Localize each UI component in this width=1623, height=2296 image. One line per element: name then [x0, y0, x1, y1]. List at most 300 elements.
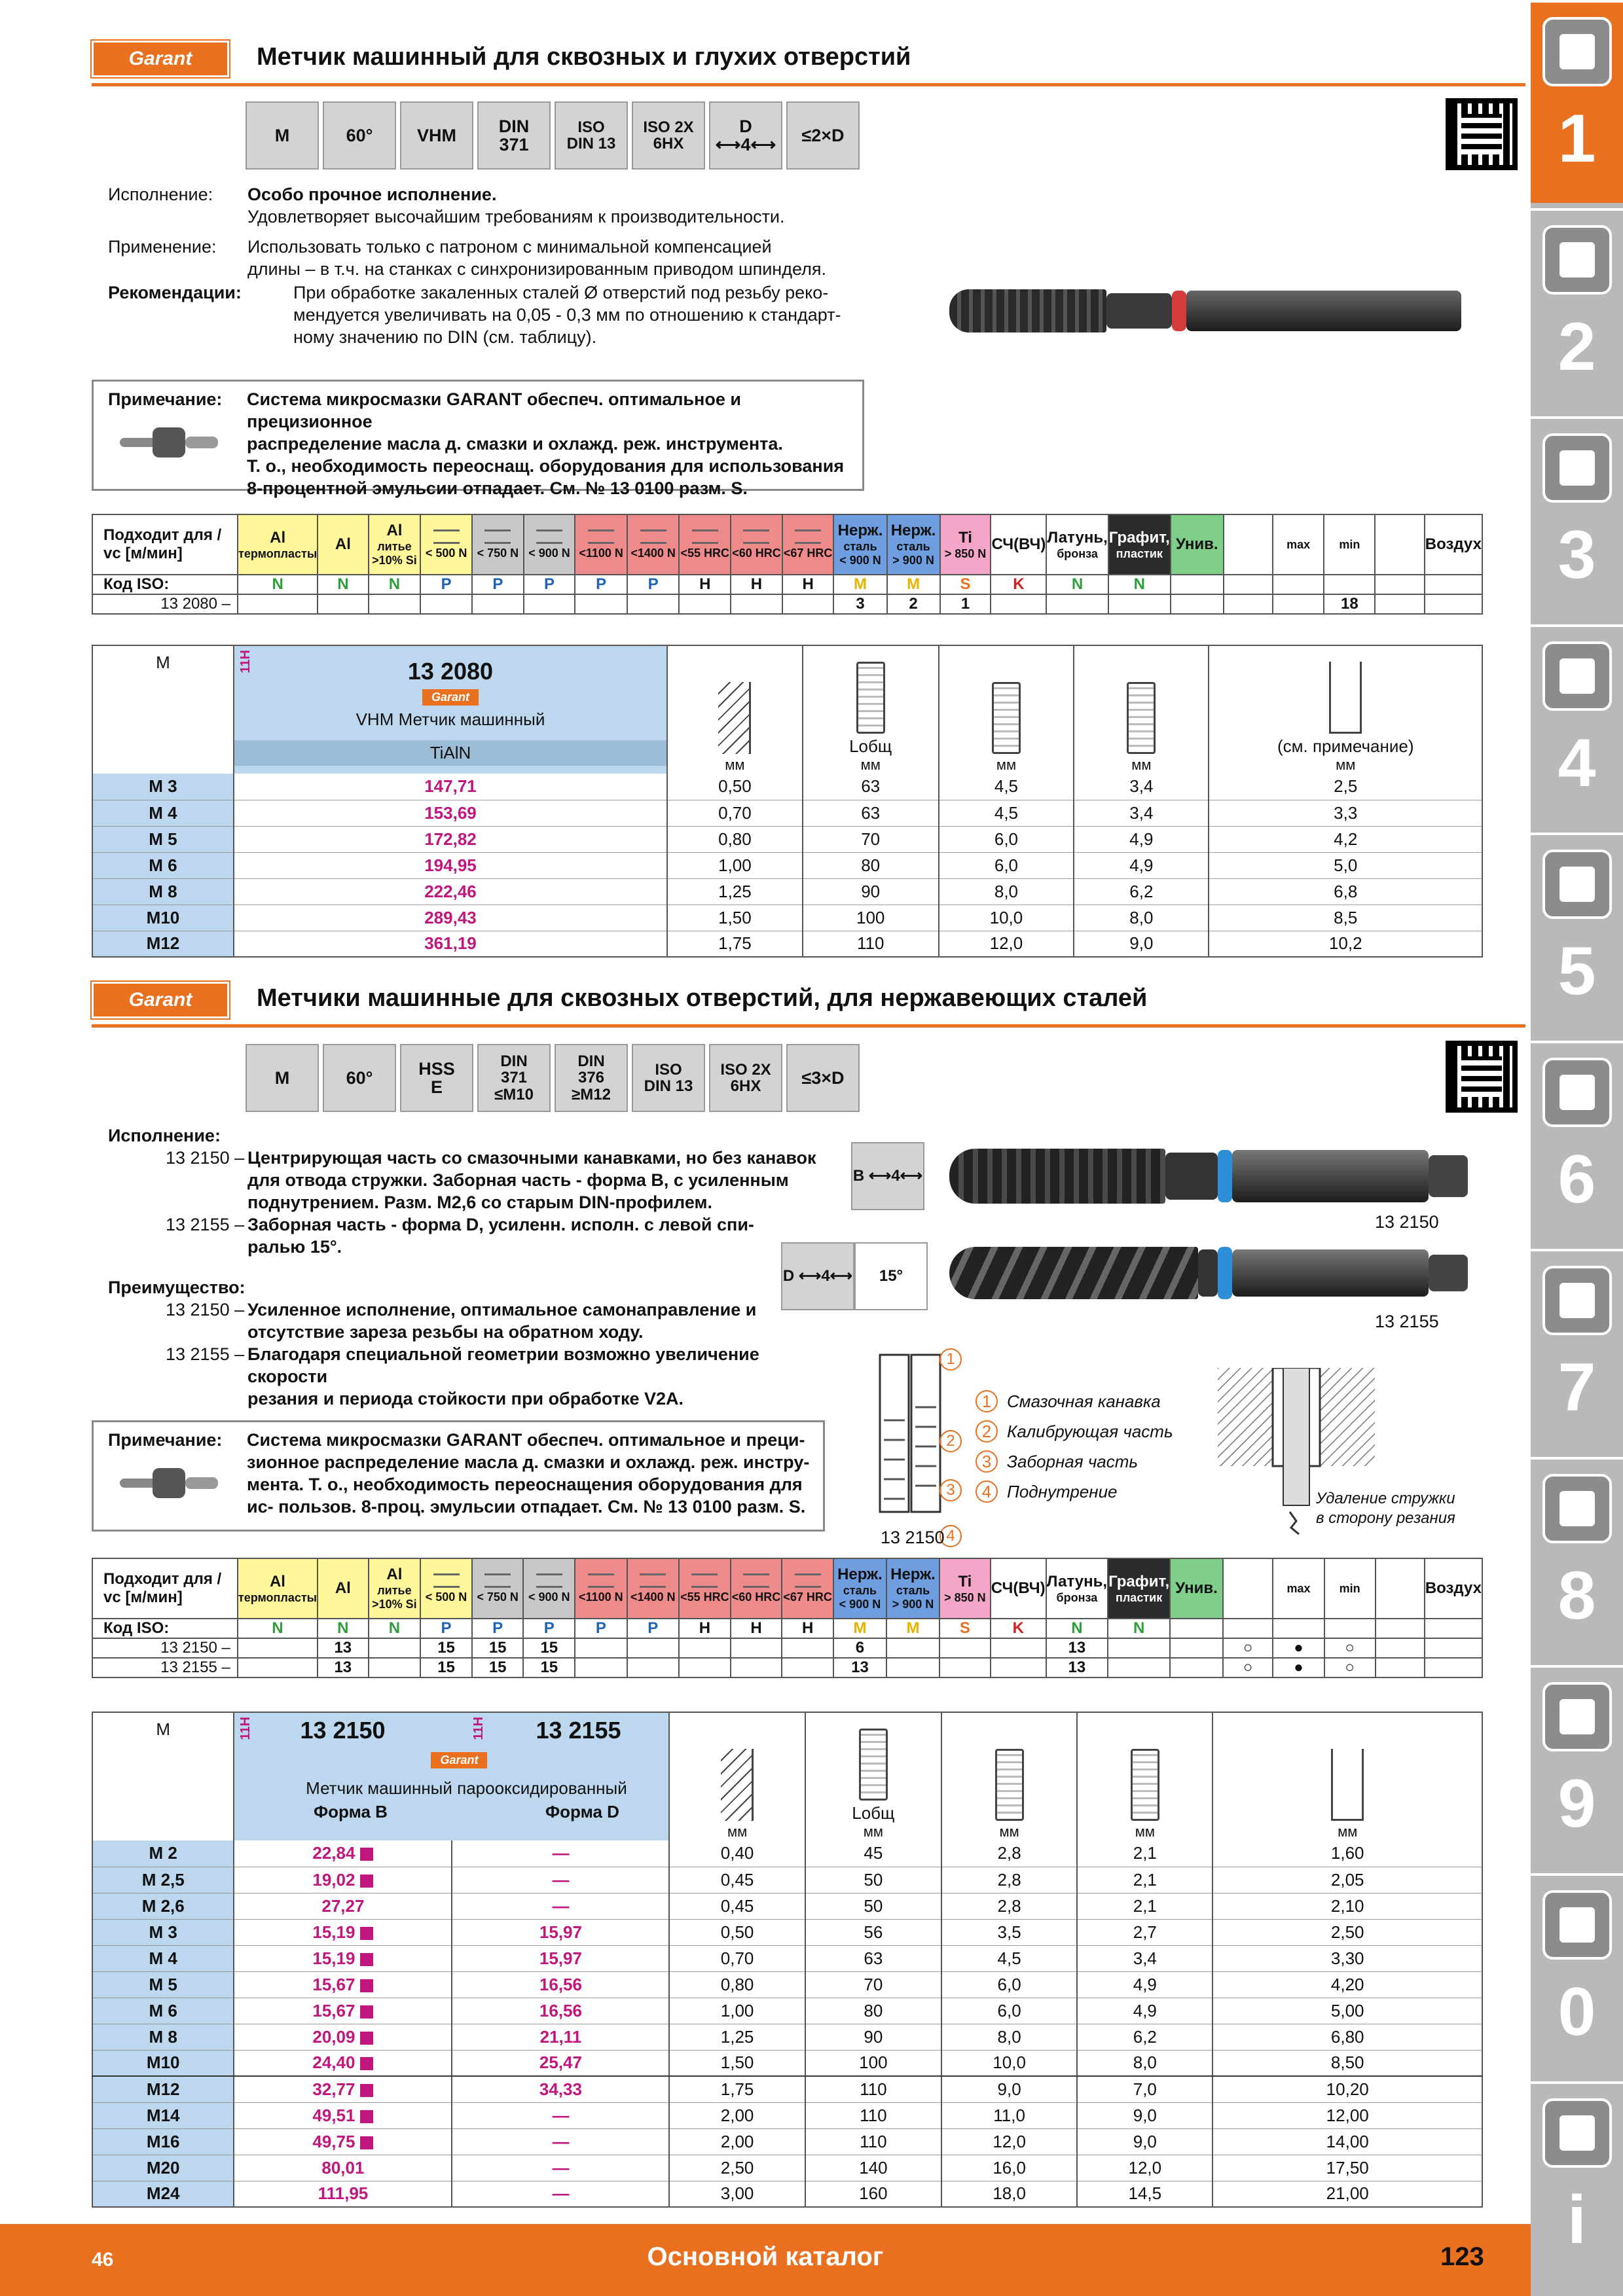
iso-code: N — [238, 1619, 318, 1638]
price-form-b — [234, 1867, 452, 1893]
chapter-tab-number: 3 — [1558, 517, 1596, 593]
matrix-cell — [369, 594, 421, 614]
material-column — [1324, 514, 1375, 575]
stock-marker — [360, 1953, 373, 1966]
material-column — [833, 514, 886, 575]
thread-size: M 4 — [92, 800, 234, 826]
matrix-title-cell: Подходит для / vc [м/мин] — [92, 1558, 238, 1619]
material-subtext: <1400 N — [630, 546, 676, 560]
iso-code — [1376, 1619, 1425, 1638]
dimension-p: 0,45 — [669, 1867, 805, 1893]
qr-code[interactable] — [1446, 98, 1518, 170]
dimension-h: 2,05 — [1213, 1867, 1482, 1893]
material-subtext: < 900 N — [528, 1590, 570, 1604]
price: 194,95 — [234, 852, 667, 878]
material-column — [1223, 1558, 1273, 1619]
dimension-p: 0,70 — [669, 1945, 805, 1971]
text-line: Система микросмазки GARANT обеспеч. оптимальное и прецизионное — [247, 389, 741, 431]
matrix-cell — [1375, 594, 1424, 614]
qr-code-2[interactable] — [1446, 1041, 1518, 1113]
iso-code: N — [318, 1619, 369, 1638]
price-form-d: — — [452, 1867, 669, 1893]
dimension-s: 4,9 — [1077, 1998, 1213, 2024]
price-form-d: — — [452, 2102, 669, 2128]
matrix-cell — [886, 1638, 939, 1658]
table-header — [92, 1712, 1482, 1840]
dimension-l: 90 — [805, 2024, 941, 2050]
dimension-d: 8,0 — [939, 878, 1074, 905]
stock-marker — [360, 2057, 373, 2070]
material-column — [1324, 1558, 1376, 1619]
dimension-h: 17,50 — [1213, 2155, 1482, 2181]
table-row — [92, 931, 1482, 957]
product-header — [234, 1712, 669, 1840]
dimension-d: 12,0 — [941, 2128, 1077, 2155]
advantage-label: Преимущество: — [108, 1278, 246, 1297]
section1-title: Метчик машинный для сквозных и глухих отверстий — [257, 43, 911, 71]
iso-label: Код ISO: — [92, 1619, 238, 1638]
text-line: Удовлетворяет высочайшим требованиям к производительности. — [247, 207, 785, 226]
dimension-l: 110 — [805, 2102, 941, 2128]
section1-note — [92, 380, 864, 498]
spec-symbol: DIN 376 ≥M12 — [555, 1044, 628, 1112]
matrix-cell: 15 — [420, 1658, 472, 1677]
matrix-cell — [1425, 1638, 1482, 1658]
iso-code: H — [731, 575, 782, 594]
material-name: Унив. — [1175, 535, 1218, 553]
matrix-cell — [238, 594, 318, 614]
material-name: Ti — [958, 1572, 972, 1590]
dimension-d: 18,0 — [941, 2181, 1077, 2207]
price-form-d: — — [452, 2128, 669, 2155]
chapter-tab-0[interactable] — [1531, 1873, 1623, 2076]
matrix-cell — [939, 1658, 991, 1677]
total-length-label: Lобщ — [849, 736, 892, 756]
steel-icon — [433, 529, 460, 544]
material-column — [679, 1558, 731, 1619]
page-number-right: 123 — [1440, 2242, 1484, 2271]
matrix-title-cell: Подходит для / vc [м/мин] — [92, 514, 238, 575]
dimension-p: 2,00 — [669, 2102, 805, 2128]
dimension-diagram-shank — [939, 645, 1074, 774]
matrix-header-row — [92, 1558, 1482, 1619]
table-row — [92, 2102, 1482, 2128]
table-row — [92, 774, 1482, 800]
material-column — [627, 1558, 680, 1619]
material-column — [1375, 514, 1424, 575]
material-name: Al — [269, 1572, 285, 1590]
iso-code: H — [782, 1619, 833, 1638]
price: 222,46 — [234, 878, 667, 905]
dimension-h: 14,00 — [1213, 2128, 1482, 2155]
dimension-h: 4,2 — [1209, 826, 1482, 852]
price-value: 27,27 — [321, 1895, 365, 1916]
steel-icon — [588, 1573, 614, 1588]
footer — [0, 2224, 1531, 2296]
dimension-p: 0,80 — [667, 826, 803, 852]
legend-item — [976, 1446, 1237, 1477]
note-label: Примечание: — [108, 389, 223, 409]
matrix-cell — [369, 1638, 421, 1658]
thread-size: M10 — [92, 905, 234, 931]
dimension-hole-icon — [1331, 1749, 1364, 1821]
dimension-d: 4,5 — [939, 800, 1074, 826]
dimension-shank-icon — [995, 1749, 1024, 1821]
legend-number: 2 — [976, 1420, 998, 1443]
matrix-cell — [1108, 594, 1171, 614]
chapter-tab-3[interactable] — [1531, 416, 1623, 619]
matrix-cell: 2 — [887, 594, 940, 614]
dimension-s: 4,9 — [1074, 852, 1209, 878]
chip-removal-text — [1316, 1489, 1455, 1528]
price-form-b — [234, 1840, 452, 1867]
matrix-cell: 13 — [1046, 1638, 1108, 1658]
dimension-p: 2,50 — [669, 2155, 805, 2181]
price-form-d: 34,33 — [452, 2076, 669, 2102]
material-subtext: <67 HRC — [783, 546, 833, 560]
chapter-tab-1[interactable] — [1531, 0, 1623, 203]
dimension-d: 6,0 — [939, 826, 1074, 852]
spec-symbol: ISO 2X 6HX — [632, 101, 705, 170]
matrix-cell: 3 — [833, 594, 886, 614]
text-line: 8-процентной эмульсии отпадает. См. № 13 0100 разм. S. — [247, 478, 748, 498]
legend-item — [976, 1416, 1237, 1446]
price-form-d: 21,11 — [452, 2024, 669, 2050]
text-line: Использовать только с патроном с минимальной компенсацией — [247, 237, 772, 257]
iso-code: K — [991, 575, 1046, 594]
chapter-tab-8[interactable] — [1531, 1457, 1623, 1660]
iso-code: P — [575, 575, 627, 594]
dimension-p: 0,80 — [669, 1971, 805, 1998]
dimension-s: 4,9 — [1077, 1971, 1213, 1998]
price-form-d: 16,56 — [452, 1998, 669, 2024]
table-row — [92, 905, 1482, 931]
material-column — [318, 1558, 369, 1619]
product-description: Метчик машинный парооксидированный — [306, 1778, 627, 1798]
material-name: СЧ(ВЧ) — [991, 1579, 1046, 1597]
matrix-cell — [991, 1658, 1046, 1677]
matrix-row-code: 13 2080 – — [92, 594, 238, 614]
price: 289,43 — [234, 905, 667, 931]
chapter-tab-number: 9 — [1558, 1766, 1596, 1842]
steel-icon — [640, 529, 666, 544]
material-column — [1170, 1558, 1223, 1619]
table-row — [92, 2128, 1482, 2155]
matrix-cell: 15 — [472, 1658, 524, 1677]
text-line: резания и периода стойкости при обработке V2A. — [247, 1389, 684, 1408]
matrix-cell — [369, 1658, 421, 1677]
matrix-cell: 13 — [833, 1658, 886, 1677]
stock-marker — [360, 1979, 373, 1992]
stock-marker — [360, 1927, 373, 1940]
steel-icon — [640, 1573, 666, 1588]
material-column — [679, 514, 731, 575]
execution-label-2: Исполнение: — [108, 1126, 221, 1145]
iso-code: P — [524, 575, 575, 594]
thread-size: M 3 — [92, 1919, 234, 1945]
diagram-marker: 3 — [939, 1479, 962, 1501]
matrix-cell — [1170, 1658, 1223, 1677]
matrix-row — [92, 1638, 1482, 1658]
text-line: ному значению по DIN (см. таблицу). — [293, 327, 597, 347]
iso-code: S — [939, 1619, 991, 1638]
material-column — [1108, 514, 1171, 575]
material-subtext: <60 HRC — [731, 1590, 781, 1604]
matrix-cell — [679, 1638, 731, 1658]
dimension-h: 10,2 — [1209, 931, 1482, 957]
material-column — [238, 514, 318, 575]
price-value: 49,75 — [312, 2131, 356, 2151]
chapter-2-icon — [1542, 225, 1612, 295]
iso-code: S — [940, 575, 991, 594]
material-name: Ti — [958, 528, 972, 547]
dimension-l: 140 — [805, 2155, 941, 2181]
unit-label: мм — [1336, 757, 1356, 773]
spec-symbol: ISO DIN 13 — [555, 101, 628, 170]
stock-marker — [360, 2084, 373, 2097]
dimension-l: 100 — [803, 905, 939, 931]
material-subtext: <55 HRC — [680, 1590, 729, 1604]
steel-icon — [536, 1573, 562, 1588]
application-text — [247, 236, 837, 280]
diagram-marker: 2 — [939, 1430, 962, 1452]
table-row — [92, 2050, 1482, 2076]
matrix-cell: 15 — [472, 1638, 524, 1658]
item-text — [247, 1147, 841, 1213]
dimension-h: 5,00 — [1213, 1998, 1482, 2024]
dimension-l: 56 — [805, 1919, 941, 1945]
thread-size: M 5 — [92, 1971, 234, 1998]
dimension-s: 8,0 — [1077, 2050, 1213, 2076]
dimension-h: 4,20 — [1213, 1971, 1482, 1998]
chapter-tab-7[interactable] — [1531, 1249, 1623, 1452]
garant-logo-small: Garant — [422, 689, 479, 706]
thread-size: M 4 — [92, 1945, 234, 1971]
dimension-p: 0,70 — [667, 800, 803, 826]
form-b-label: Форма B — [313, 1802, 388, 1821]
material-subtext: > 850 N — [944, 1590, 986, 1604]
table-row — [92, 826, 1482, 852]
item-code: 13 2155 – — [166, 1215, 245, 1234]
item-text — [247, 1343, 841, 1410]
legend-number: 1 — [976, 1390, 998, 1412]
material-subtext: < 900 N — [528, 546, 570, 560]
matrix-cell: 13 — [318, 1638, 369, 1658]
material-subtext: max — [1286, 537, 1311, 551]
material-column — [575, 514, 627, 575]
thread-size: M 8 — [92, 878, 234, 905]
chapter-tab-i[interactable] — [1531, 2081, 1623, 2284]
image-caption-13-2155: 13 2155 — [1375, 1312, 1439, 1331]
material-subtext: пластик — [1116, 1590, 1163, 1604]
price-form-d: — — [452, 1840, 669, 1867]
dimension-h: 21,00 — [1213, 2181, 1482, 2207]
article-number-1: 13 2150 — [300, 1717, 386, 1744]
chapter-tab-6[interactable] — [1531, 1041, 1623, 1244]
thread-size: M 3 — [92, 774, 234, 800]
chapter-tab-number: i — [1567, 2182, 1586, 2258]
dimension-d: 2,8 — [941, 1867, 1077, 1893]
material-column — [420, 1558, 472, 1619]
dimension-h: 2,5 — [1209, 774, 1482, 800]
matrix-cell — [627, 594, 680, 614]
table-row — [92, 1971, 1482, 1998]
dimension-h: 8,5 — [1209, 905, 1482, 931]
material-name: Воздух — [1425, 1579, 1482, 1597]
chapter-tab-4[interactable] — [1531, 624, 1623, 827]
dimension-d: 9,0 — [941, 2076, 1077, 2102]
material-name: Нерж. — [890, 522, 936, 539]
table-row — [92, 1945, 1482, 1971]
material-subtext: < 500 N — [425, 1590, 467, 1604]
chapter-tab-2[interactable] — [1531, 208, 1623, 411]
unit-label: мм — [999, 1823, 1019, 1840]
material-subtext: > 850 N — [944, 547, 987, 560]
image-caption-13-2150: 13 2150 — [1375, 1212, 1439, 1232]
dimension-s: 3,4 — [1074, 800, 1209, 826]
price-form-d: 15,97 — [452, 1919, 669, 1945]
material-name: Нерж. — [890, 1566, 936, 1583]
execution-label: Исполнение: — [108, 185, 213, 204]
matrix-cell — [991, 594, 1046, 614]
section2-data-table — [92, 1712, 1483, 2208]
material-subtext: сталь > 900 N — [892, 1584, 934, 1611]
stock-marker — [360, 2005, 373, 2018]
material-subtext: min — [1339, 1581, 1360, 1595]
price: 361,19 — [234, 931, 667, 957]
chapter-tab-9[interactable] — [1531, 1665, 1623, 1868]
matrix-row-code: 13 2155 – — [92, 1658, 238, 1677]
material-column — [1171, 514, 1224, 575]
steel-icon — [692, 529, 718, 544]
price-form-d: — — [452, 2155, 669, 2181]
material-subtext: термопласты — [238, 547, 318, 560]
article-number-2: 13 2155 — [536, 1717, 621, 1744]
iso-code: H — [782, 575, 834, 594]
price-value: 111,95 — [318, 2183, 369, 2204]
iso-code: M — [833, 1619, 886, 1638]
material-subtext: <60 HRC — [732, 546, 781, 560]
price-form-b — [234, 1998, 452, 2024]
thread-size: M14 — [92, 2102, 234, 2128]
price-form-b — [234, 2181, 452, 2207]
unit-label: мм — [996, 757, 1017, 773]
section2-title: Метчики машинные для сквозных отверстий, для нержавеющих сталей — [257, 984, 1148, 1012]
dimension-d: 11,0 — [941, 2102, 1077, 2128]
matrix-cell: ● — [1273, 1638, 1324, 1658]
section1-application-matrix — [92, 514, 1483, 615]
price-form-d: — — [452, 1893, 669, 1919]
matrix-cell — [1171, 594, 1224, 614]
price-form-b — [234, 2024, 452, 2050]
spec-symbol: HSS E — [400, 1044, 473, 1112]
table-row — [92, 1867, 1482, 1893]
text-line: Усиленное исполнение, оптимальное самонаправление и — [247, 1300, 757, 1319]
dimension-s: 8,0 — [1074, 905, 1209, 931]
material-subtext: <67 HRC — [783, 1590, 832, 1604]
dimension-s: 3,4 — [1077, 1945, 1213, 1971]
dimension-s: 2,1 — [1077, 1840, 1213, 1867]
matrix-cell: 18 — [1324, 594, 1375, 614]
stock-marker — [360, 2032, 373, 2045]
steel-icon — [743, 529, 769, 544]
text-line: мендуется увеличивать на 0,05 - 0,3 мм по отношению к стандарт- — [293, 305, 841, 325]
matrix-cell — [1273, 594, 1324, 614]
chapter-tab-5[interactable] — [1531, 833, 1623, 1035]
iso-code: P — [627, 575, 680, 594]
zones-legend — [976, 1386, 1237, 1507]
text-line: для отвода стружки. Заборная часть - форма B, с усиленным — [247, 1170, 789, 1190]
material-subtext: <1400 N — [630, 1590, 676, 1604]
iso-code: N — [1046, 1619, 1108, 1638]
material-name: Воздух — [1425, 535, 1482, 553]
thread-size: M 2,5 — [92, 1867, 234, 1893]
unit-label: мм — [727, 1823, 748, 1840]
material-column — [731, 1558, 782, 1619]
price-form-b — [234, 2128, 452, 2155]
table-row — [92, 878, 1482, 905]
thread-size: M 2 — [92, 1840, 234, 1867]
price-form-b — [234, 2076, 452, 2102]
stock-marker — [360, 1848, 373, 1861]
total-length-label: Lобщ — [852, 1803, 895, 1823]
dimension-diagram-hole — [1213, 1712, 1482, 1840]
material-name: Латунь, — [1047, 528, 1108, 547]
dimension-h: 5,0 — [1209, 852, 1482, 878]
matrix-cell: ● — [1273, 1658, 1324, 1677]
spec-symbol: D ⟷4⟷ — [709, 101, 782, 170]
text-line: Т. о., необходимость переоснащ. оборудования для использования — [247, 456, 845, 476]
dimension-h: 2,50 — [1213, 1919, 1482, 1945]
steel-icon — [795, 529, 821, 544]
matrix-cell — [575, 1638, 627, 1658]
iso-code: N — [1046, 575, 1108, 594]
material-column — [1046, 514, 1108, 575]
execution-items — [108, 1147, 841, 1258]
material-column — [731, 514, 782, 575]
form-b-symbol: B ⟷4⟷ — [851, 1142, 924, 1210]
thread-size: M 8 — [92, 2024, 234, 2050]
chapter-tab-number: 4 — [1558, 725, 1596, 801]
matrix-cell — [1108, 1638, 1170, 1658]
matrix-cell — [472, 594, 524, 614]
steel-icon — [484, 529, 511, 544]
iso-code — [1375, 575, 1424, 594]
dimension-h: 2,10 — [1213, 1893, 1482, 1919]
thread-size: M24 — [92, 2181, 234, 2207]
item — [108, 1343, 841, 1410]
price-value: 49,51 — [312, 2105, 356, 2125]
matrix-cell — [939, 1638, 991, 1658]
dimension-p: 1,00 — [667, 852, 803, 878]
chapter-tab-number: 1 — [1558, 101, 1596, 177]
matrix-cell — [679, 1658, 731, 1677]
spec-symbol: M — [246, 101, 319, 170]
chapter-tab-number: 0 — [1558, 1974, 1596, 2050]
matrix-row-code: 13 2150 – — [92, 1638, 238, 1658]
material-column — [472, 1558, 524, 1619]
matrix-cell — [575, 1658, 627, 1677]
unit-label: мм — [1338, 1823, 1358, 1840]
legend-item — [976, 1477, 1237, 1507]
steel-icon — [433, 1573, 460, 1588]
table-row — [92, 2076, 1482, 2102]
price-form-b — [234, 1945, 452, 1971]
material-subtext: бронза — [1057, 547, 1098, 560]
recommend-text — [293, 281, 883, 348]
steel-icon — [484, 1573, 511, 1588]
matrix-cell — [782, 1658, 833, 1677]
